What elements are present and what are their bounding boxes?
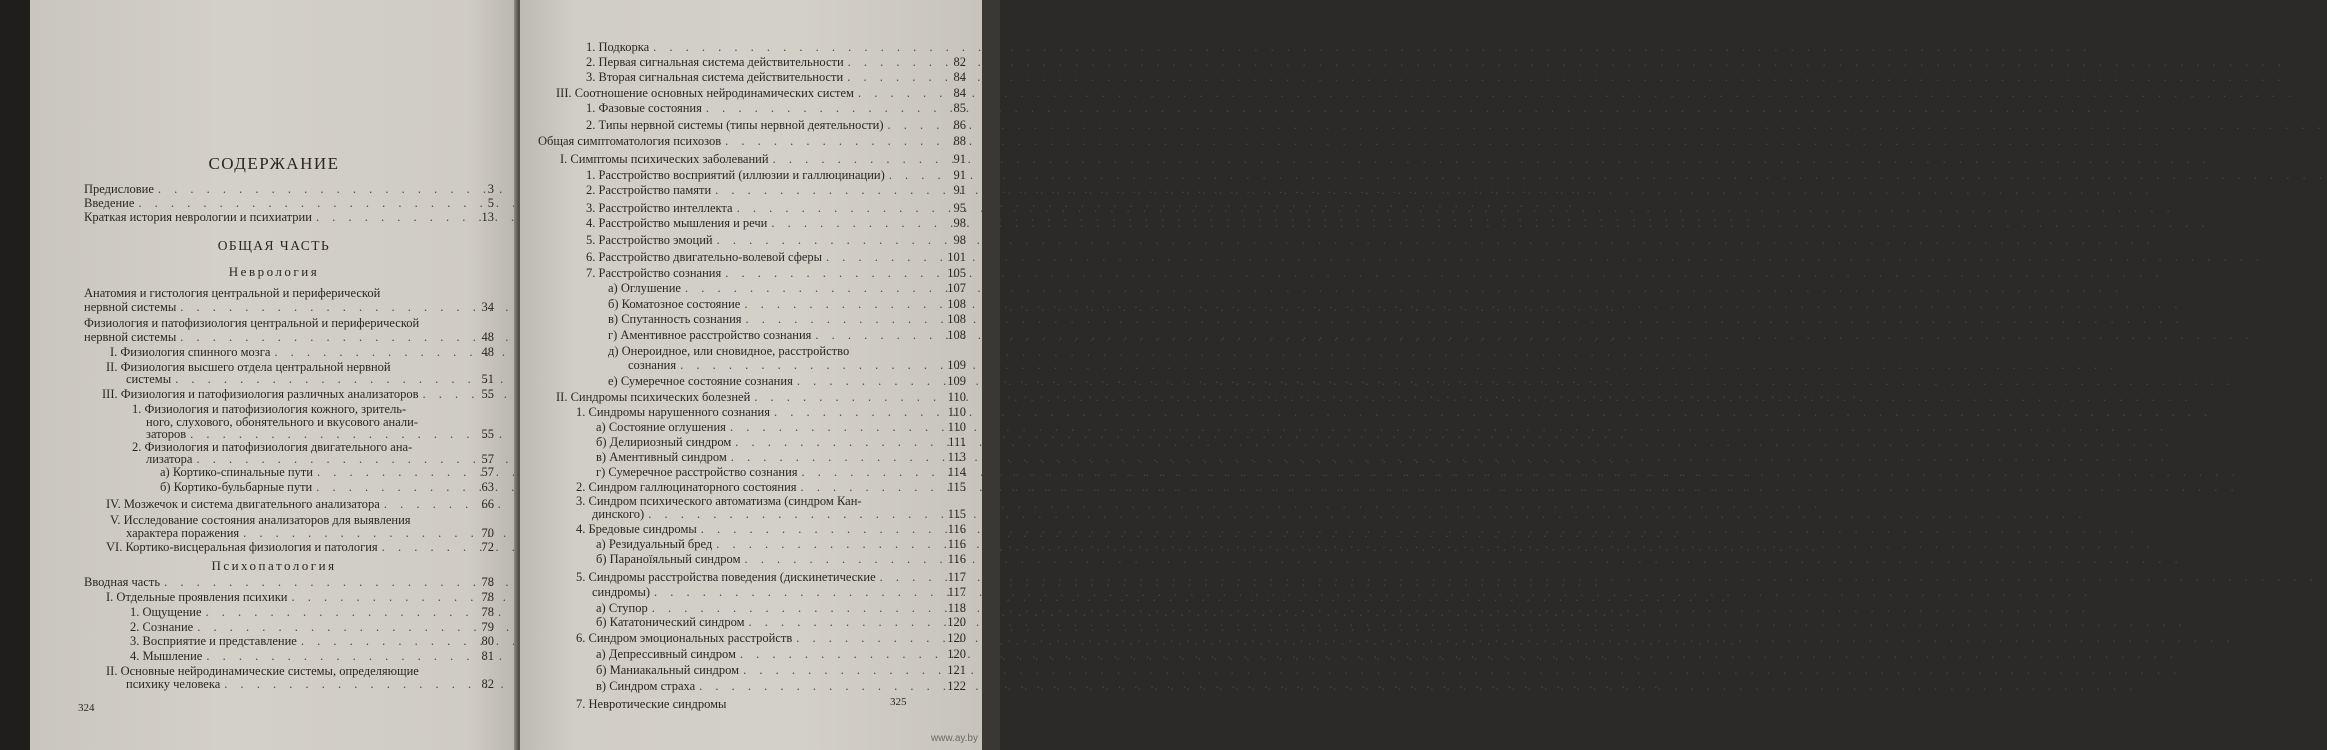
toc-entry: 1. Физиология и патофизиология кожного, зритель- bbox=[132, 402, 407, 416]
toc-entry: 3. Восприятие и представление . . . 80 bbox=[130, 634, 494, 648]
toc-entry: 2. Первая сигнальная система действительности . . . 82 bbox=[586, 55, 966, 69]
toc-entry: IV. Мозжечок и система двигательного анализатора . . . 66 bbox=[106, 497, 494, 511]
toc-entry: 2. Типы нервной системы (типы нервной деятельности) . . . 86 bbox=[586, 118, 966, 132]
toc-entry: 4. Расстройство мышления и речи . . . 98 bbox=[586, 216, 966, 230]
toc-entry: III. Физиология и патофизиология различных анализаторов . . . 55 bbox=[102, 387, 494, 401]
toc-entry: Краткая история неврологии и психиатрии . . . 13 bbox=[84, 210, 494, 224]
toc-entry: в) Синдром страха . . . 122 bbox=[596, 679, 966, 693]
section-heading-neurology: Неврология bbox=[228, 264, 320, 279]
page-number: 324 bbox=[78, 702, 95, 714]
toc-entry: б) Кататонический синдром . . . 120 bbox=[596, 615, 966, 629]
toc-entry: 1. Фазовые состояния . . . 85 bbox=[586, 101, 966, 115]
toc-entry: 4. Бредовые синдромы . . . 116 bbox=[576, 522, 966, 536]
toc-entry: г) Сумеречное расстройство сознания . . . 114 bbox=[596, 465, 966, 479]
toc-entry: 6. Синдром эмоциональных расстройств . . . 120 bbox=[576, 631, 966, 645]
toc-entry: 5. Синдромы расстройства поведения (дискинетические . . . 117 bbox=[576, 570, 966, 584]
toc-entry: Вводная часть . . . 78 bbox=[84, 575, 494, 589]
section-heading-psychopathology: Психопатология bbox=[211, 558, 337, 573]
toc-entry: нервной системы . . . 34 bbox=[84, 300, 494, 314]
toc-entry: 2. Сознание . . . 79 bbox=[130, 620, 494, 634]
toc-entry: б) Параноїяльный синдром . . . 116 bbox=[596, 552, 966, 566]
contents-title: СОДЕРЖАНИЕ bbox=[208, 154, 340, 173]
toc-entry: I. Симптомы психических заболеваний . . . 91 bbox=[560, 152, 966, 166]
toc-entry: Предисловие . . . 3 bbox=[84, 182, 494, 196]
toc-entry: а) Оглушение . . . 107 bbox=[608, 281, 966, 295]
toc-entry: 2. Синдром галлюцинаторного состояния . . . 115 bbox=[576, 480, 966, 494]
book-cover-edge bbox=[982, 0, 1000, 750]
toc-entry: д) Онероидное, или сновидное, расстройство bbox=[608, 344, 850, 358]
toc-entry: V. Исследование состояния анализаторов для выявления bbox=[110, 513, 411, 527]
toc-entry: а) Кортико-спинальные пути . . . 57 bbox=[160, 465, 494, 479]
toc-entry: в) Спутанность сознания . . . 108 bbox=[608, 312, 966, 326]
toc-entry: II. Физиология высшего отдела центральной нервной bbox=[106, 360, 391, 374]
toc-entry: 7. Невротические синдромы bbox=[576, 697, 727, 711]
toc-entry: б) Делириозный синдром . . . 111 bbox=[596, 435, 966, 449]
toc-entry: психику человека . . . 82 bbox=[126, 677, 494, 691]
toc-entry: а) Депрессивный синдром . . . 120 bbox=[596, 647, 966, 661]
toc-entry: б) Маниакальный синдром . . . 121 bbox=[596, 663, 966, 677]
toc-entry: е) Сумеречное состояние сознания . . . 109 bbox=[608, 374, 966, 388]
toc-entry: 3. Синдром психического автоматизма (синдром Кан- bbox=[576, 494, 862, 508]
toc-entry: а) Резидуальный бред . . . 116 bbox=[596, 537, 966, 551]
book-cover-edge bbox=[0, 0, 30, 750]
toc-entry: сознания . . . 109 bbox=[628, 358, 966, 372]
toc-entry: синдромы) . . . 117 bbox=[592, 585, 966, 599]
toc-entry: характера поражения . . . 70 bbox=[126, 526, 494, 540]
toc-entry: динского) . . . 115 bbox=[592, 507, 966, 521]
toc-entry: а) Состояние оглушения . . . 110 bbox=[596, 420, 966, 434]
left-page bbox=[30, 0, 518, 750]
toc-entry: Введение . . . 5 bbox=[84, 196, 494, 210]
watermark: www.ay.by bbox=[930, 733, 978, 744]
toc-entry: II. Синдромы психических болезней . . . 110 bbox=[556, 390, 966, 404]
toc-entry: б) Кортико-бульбарные пути . . . 63 bbox=[160, 480, 494, 494]
toc-entry: лизатора . . . 57 bbox=[146, 452, 494, 466]
toc-entry: 7. Расстройство сознания . . . 105 bbox=[586, 266, 966, 280]
toc-entry: 3. Расстройство интеллекта . . . 95 bbox=[586, 201, 966, 215]
toc-entry: г) Аментивное расстройство сознания . . . 108 bbox=[608, 328, 966, 342]
toc-entry: Анатомия и гистология центральной и периферической bbox=[84, 286, 381, 300]
toc-entry: 2. Расстройство памяти . . . 91 bbox=[586, 183, 966, 197]
right-page bbox=[520, 0, 982, 750]
toc-entry: 4. Мышление . . . 81 bbox=[130, 649, 494, 663]
toc-entry: 3. Вторая сигнальная система действительности . . . 84 bbox=[586, 70, 966, 84]
toc-entry: заторов . . . 55 bbox=[146, 427, 494, 441]
page-number: 325 bbox=[890, 696, 907, 708]
toc-entry: 5. Расстройство эмоций . . . 98 bbox=[586, 233, 966, 247]
toc-entry: нервной системы . . . 48 bbox=[84, 330, 494, 344]
toc-entry: в) Аментивный синдром . . . 113 bbox=[596, 450, 966, 464]
toc-entry: I. Физиология спинного мозга . . . 48 bbox=[110, 345, 494, 359]
toc-entry: 1. Расстройство восприятий (иллюзии и галлюцинации) . . . 91 bbox=[586, 168, 966, 182]
toc-entry: I. Отдельные проявления психики . . . 78 bbox=[106, 590, 494, 604]
toc-entry: 1. Синдромы нарушенного сознания . . . 110 bbox=[576, 405, 966, 419]
toc-entry: 1. Ощущение . . . 78 bbox=[130, 605, 494, 619]
toc-entry: 1. Подкорка . . . bbox=[586, 40, 966, 54]
toc-entry: ного, слухового, обонятельного и вкусового анали- bbox=[146, 415, 418, 429]
toc-entry: а) Ступор . . . 118 bbox=[596, 601, 966, 615]
toc-entry: III. Соотношение основных нейродинамических систем . . . 84 bbox=[556, 86, 966, 100]
toc-entry: Общая симптоматология психозов . . . 88 bbox=[538, 134, 966, 148]
toc-entry: Физиология и патофизиология центральной и периферической bbox=[84, 316, 420, 330]
toc-entry: II. Основные нейродинамические системы, определяющие bbox=[106, 664, 419, 678]
toc-entry: системы . . . 51 bbox=[126, 372, 494, 386]
toc-entry: 6. Расстройство двигательно-волевой сферы . . . 101 bbox=[586, 250, 966, 264]
toc-entry: б) Коматозное состояние . . . 108 bbox=[608, 297, 966, 311]
toc-entry: VI. Кортико-висцеральная физиология и патология . . . 72 bbox=[106, 540, 494, 554]
toc-entry: 2. Физиология и патофизиология двигательного ана- bbox=[132, 440, 413, 454]
part-heading: ОБЩАЯ ЧАСТЬ bbox=[217, 238, 331, 253]
